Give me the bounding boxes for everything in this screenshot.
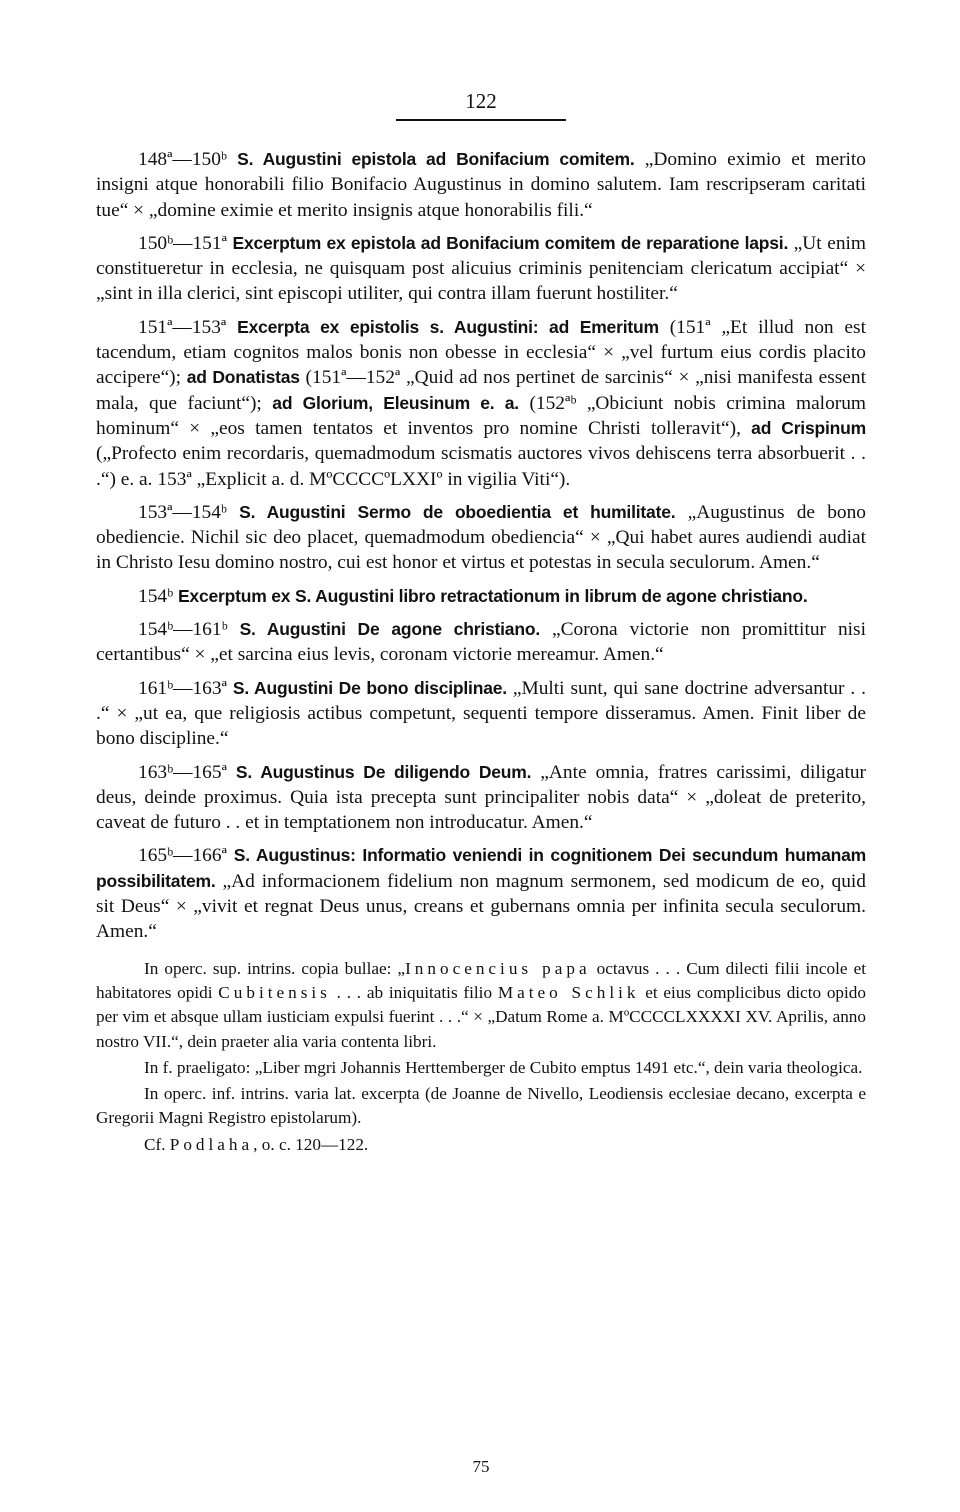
entry-excerptum-retractationum — [96, 584, 866, 609]
entry-de-diligendo-deum — [96, 760, 866, 836]
entry-text: (151ª—152ª „Quid ad nos pertinet de sarcinis“ × „nisi manifesta essent mala, que faciunt“); — [96, 367, 866, 414]
entry-text: („Profecto enim recordaris, quemadmodum scismatis auctores vivos dehiscens terra absorbuerit . . .“) e. a. 153ª „Explicit a. d. MºCCCCºLXXIº in vigilia Viti“). — [96, 443, 866, 490]
note-text: In operc. sup. intrins. copia bullae: „ — [144, 958, 406, 978]
page-number-bottom: 75 — [472, 1457, 490, 1476]
note-operculum-inferius — [96, 1082, 866, 1131]
spaced-name: Cubitensis — [218, 982, 331, 1002]
document-page — [96, 0, 866, 1512]
folio-range: 148ª—150ᵇ — [138, 149, 227, 170]
entry-text: „Ut enim constitueretur in ecclesia, ne quisquam post alicuius criminis penitenciam clericatum accipiat“ × „sint in illa clerici, sint episcopi utiliter, qui contra illam fuerunt hostiliter.“ — [96, 232, 866, 305]
entry-subtitle-glorium: ad Glorium, Eleusinum e. a. — [272, 392, 519, 413]
folio-range: 154ᵇ — [138, 585, 174, 607]
header-rule — [396, 119, 566, 121]
folio-range: 163ᵇ—165ª — [138, 761, 227, 783]
manuscript-entries — [96, 147, 866, 1159]
folio-range: 165ᵇ—166ª — [138, 845, 227, 867]
note-text: In f. praeligato: „Liber mgri Johannis Herttemberger de Cubito emptus 1491 etc.“, dein varia theologica. — [144, 1057, 863, 1077]
folio-range: 151ª—153ª — [138, 316, 227, 338]
notes-block — [96, 957, 866, 1157]
entry-text: „Ante omnia, fratres carissimi, diligatur deus, deinde proximus. Quia ista precepta sunt principaliter nobis data“ × „doleat de preterito, caveat de futuro . . et in temptationem non introducatur. Amen.“ — [96, 761, 866, 834]
entry-text: (152ªᵇ „Obiciunt nobis crimina malorum hominum“ × „eos tamen tentatos et inventos pro nomine Christi tolleravit“), — [96, 392, 866, 439]
entry-title: S. Augustini Sermo de oboedientia et humilitate. — [239, 501, 676, 522]
folio-range: 154ᵇ—161ᵇ — [138, 619, 228, 641]
note-text: et eius complicibus dicto opido per vim et absque ullam iusticiam expulsi fuerint . . .“ × „Datum Rome a. MºCCCCLXXXXI XV. Aprilis, anno nostro VII.“, dein praeter alia varia contenta libri. — [96, 982, 866, 1051]
entry-title: S. Augustinus: Informatio veniendi in cognitionem Dei secundum humanam possibilitatem. — [96, 845, 866, 891]
entry-excerptum-reparatione — [96, 231, 866, 307]
note-text: octavus . . . Cum dilecti filii incole et habitatores opidi — [96, 958, 866, 1002]
note-text: . . . ab iniquitatis filio — [330, 982, 498, 1002]
entry-title: S. Augustini De agone christiano. — [239, 619, 540, 640]
note-operculum-superius — [96, 957, 866, 1054]
spaced-name: Podlaha — [169, 1134, 254, 1154]
entry-excerpta-epistolis — [96, 315, 866, 492]
entry-text: „Augustinus de bono obedienciе. Nichil sic deo placet, quemadmodum obediencia“ × „Qui habet aures audiendi audiat in Christo Iesu domino nostro, cui est honor et virtus et potestas in secula seculorum. Amen.“ — [96, 501, 866, 574]
entry-subtitle-donatistas: ad Donatistas — [186, 367, 300, 388]
spaced-name: Mateo Schlik — [497, 982, 640, 1002]
entry-title: S. Augustinus De diligendo Deum. — [235, 761, 532, 782]
page-number-top: 122 — [465, 89, 497, 113]
entry-text: (151ª „Et illud non est tacendum, etiam cognitos malos bonis non obesse in ecclesia“ × „vel furtum eius cordis placito accipere“); — [96, 316, 866, 389]
folio-range: 161ᵇ—163ª — [138, 677, 227, 699]
entry-informatio-veniendi — [96, 843, 866, 944]
entry-epistola-bonifacium — [96, 147, 866, 223]
note-citation — [96, 1133, 866, 1157]
entry-title: Excerptum ex epistola ad Bonifacium comitem de reparatione lapsi. — [232, 232, 789, 253]
spaced-name: Innocencius papa — [405, 958, 591, 978]
entry-text: „Corona victorie non promittitur nisi certantibus“ × „et sarcina eius levis, coronam victorie mereamur. Amen.“ — [96, 619, 866, 666]
entry-de-bono-disciplinae — [96, 676, 866, 752]
folio-range: 150ᵇ—151ª — [138, 232, 227, 254]
note-text: , o. c. 120—122. — [253, 1134, 369, 1154]
note-text: Cf. — [144, 1134, 170, 1154]
folio-range: 153ª—154ᵇ — [138, 501, 227, 523]
entry-title: Excerpta ex epistolis s. Augustini: ad Emeritum — [237, 316, 659, 337]
entry-text: „Multi sunt, qui sane doctrine adversantur . . .“ × „ut ea, que religiosis actibus competunt, sequenti tempore disseramus. Amen. Finit liber de bono discipline.“ — [96, 677, 866, 750]
note-folium-praeligatum — [96, 1056, 866, 1080]
entry-text: „Domino eximio et merito insigni atque honorabili filio Bonifacio Augustinus in domino salutem. Iam rescripseram caritati tue“ × „domine eximie et merito insignis atque honorabilis fili.“ — [96, 149, 866, 221]
entry-title: S. Augustini De bono disciplinae. — [232, 677, 507, 698]
entry-title: Excerptum ex S. Augustini libro retractationum in librum de agone christiano. — [177, 585, 808, 606]
entry-subtitle-crispinum: ad Crispinum — [751, 417, 866, 438]
entry-text: „Ad informacionem fidelium non magnum sermonem, sed modicum de eo, quid sit Deus“ × „vivit et regnat Deus unus, creans et gubernans omnia per infinita secula seculorum. Amen.“ — [96, 870, 866, 943]
entry-sermo-oboedientia — [96, 500, 866, 576]
entry-de-agone-christiano — [96, 617, 866, 668]
note-text: In operc. inf. intrins. varia lat. excerpta (de Joanne de Nivello, Leodiensis ecclesiae decano, excerpta e Gregorii Magni Registro epistolarum). — [96, 1084, 866, 1128]
entry-title: S. Augustini epistola ad Bonifacium comitem. — [237, 149, 635, 169]
